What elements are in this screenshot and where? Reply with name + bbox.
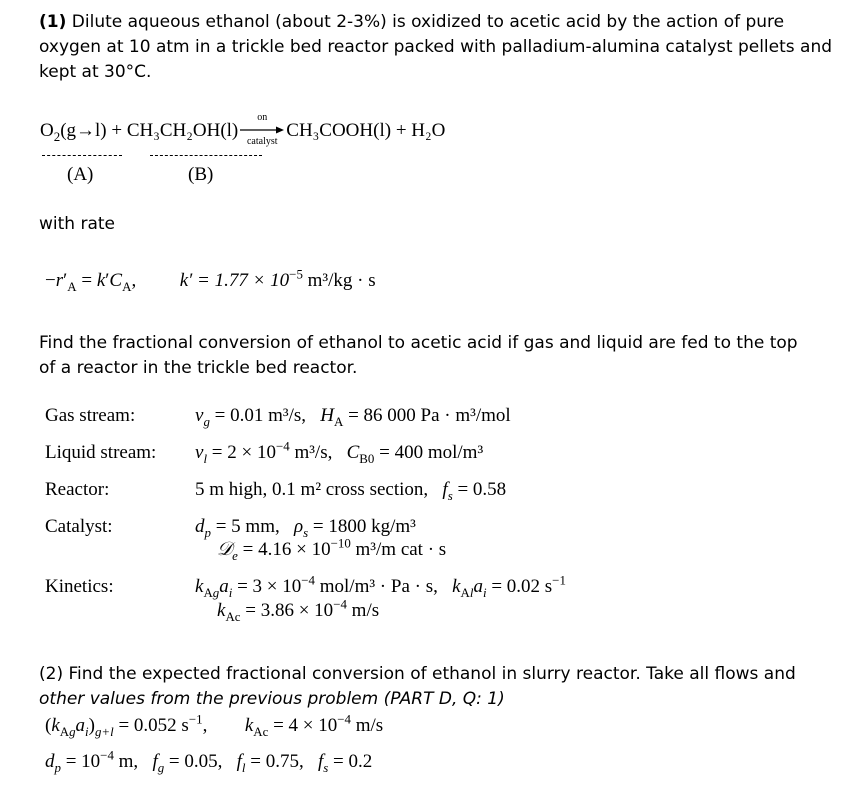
particle-size: $d_p = 10^{-4}$ m, — [45, 747, 139, 775]
liquid-stream-value: $v_l = 2 \times 10^{-4}$ m³/s, $C_{B0} = 400$ mol/m³ — [195, 438, 484, 466]
liquid-stream-row — [45, 438, 484, 466]
gas-stream-row — [45, 405, 511, 427]
problem-2-line-2: other values from the previous problem (PART D, Q: 1) — [39, 689, 505, 709]
problem-1-question — [39, 331, 798, 381]
rate-equation — [45, 266, 376, 294]
right-arrow-icon — [240, 126, 284, 134]
acetic-acid-species: CH₃COOH(l) — [286, 120, 392, 141]
label-b: (B) — [188, 164, 214, 185]
fraction-liquid: $f_l = 0.75$, — [236, 751, 304, 775]
catalyst-value: $d_p = 5$ mm, $\rho_s = 1800$ kg/m³ — [195, 516, 416, 540]
part-1-heading: (1) — [39, 12, 67, 32]
reaction-equation: $O_2(g\to l) + CH_3CH_2OH(l)$ on catalyst CH₃COOH(l) + H₂O — [40, 111, 446, 147]
kinetics-value: $k_{Ag}a_i = 3 \times 10^{-4}$ mol/m³ · Pa · s, $k_{Al}a_i = 0.02$ $s^{-1}$ — [195, 572, 566, 600]
intro-line-1: (1) Dilute aqueous ethanol (about 2-3%) is oxidized to acetic acid by the action of pure — [39, 12, 785, 32]
problem-1-intro — [39, 10, 832, 85]
ethanol-species: CH₃CH₂OH(l) — [126, 120, 239, 141]
problem-2-equation-2 — [45, 747, 373, 775]
catalyst-label: Catalyst: — [45, 516, 113, 537]
reactor-value: 5 m high, 0.1 m² cross section, $f_s = 0.58$ — [195, 479, 507, 503]
arrow-label-top: on — [257, 111, 268, 123]
mass-transfer-kac: $k_{Ac} = 4 \times 10^{-4}$ m/s — [244, 711, 384, 739]
intro-line-3: kept at 30°C. — [39, 62, 152, 82]
reaction-arrow — [240, 111, 284, 147]
rate-constant: $k' = 1.77 \times 10^{-5}$ m³/kg · s — [179, 266, 376, 291]
catalyst-diffusivity: 𝒟$_e$ = $4.16 \times 10^{-10}$ m³/m cat · s — [217, 535, 447, 563]
intro-line-2: oxygen at 10 atm in a trickle bed reactor packed with palladium-alumina catalyst pellets and — [39, 37, 833, 57]
gas-stream-label: Gas stream: — [45, 405, 136, 426]
dash-underline-a — [42, 155, 122, 156]
fraction-solid: $f_s = 0.2$ — [317, 751, 373, 775]
kinetics-kac: $k_{Ac} = 3.86 \times 10^{-4}$ m/s — [217, 596, 380, 624]
oxygen-species: $O_2(g\to l)$ — [40, 120, 107, 144]
kinetics-row — [45, 572, 566, 600]
kinetics-label: Kinetics: — [45, 576, 114, 597]
with-rate-text: with rate — [39, 214, 116, 234]
arrow-label-bottom: catalyst — [246, 135, 278, 147]
question-line-2: of a reactor in the trickle bed reactor. — [39, 358, 358, 378]
catalyst-row — [45, 516, 416, 538]
reactor-row — [45, 479, 506, 501]
mass-transfer-gas: $(k_{Ag}a_i)_{g+l} = 0.052$ $s^{-1}$, — [45, 711, 208, 739]
problem-2-equation-1 — [45, 711, 384, 739]
label-a: (A) — [67, 164, 94, 185]
question-line-1: Find the fractional conversion of ethanol to acetic acid if gas and liquid are fed to the top — [39, 333, 798, 353]
dash-underline-b — [150, 155, 262, 156]
reactor-label: Reactor: — [45, 479, 110, 500]
rate-expression: $-r'_A = k'C_A$, — [45, 270, 137, 294]
liquid-stream-label: Liquid stream: — [45, 442, 157, 463]
problem-2-line-1: (2) Find the expected fractional conversion of ethanol in slurry reactor. Take all flows and — [39, 664, 796, 684]
fraction-gas: $f_g = 0.05$, — [152, 751, 223, 775]
problem-2-text — [39, 662, 796, 712]
gas-stream-value: $v_g = 0.01$ m³/s, $H_A = 86$ 000 Pa · m³/mol — [195, 405, 511, 429]
water-species: H₂O — [411, 120, 446, 141]
